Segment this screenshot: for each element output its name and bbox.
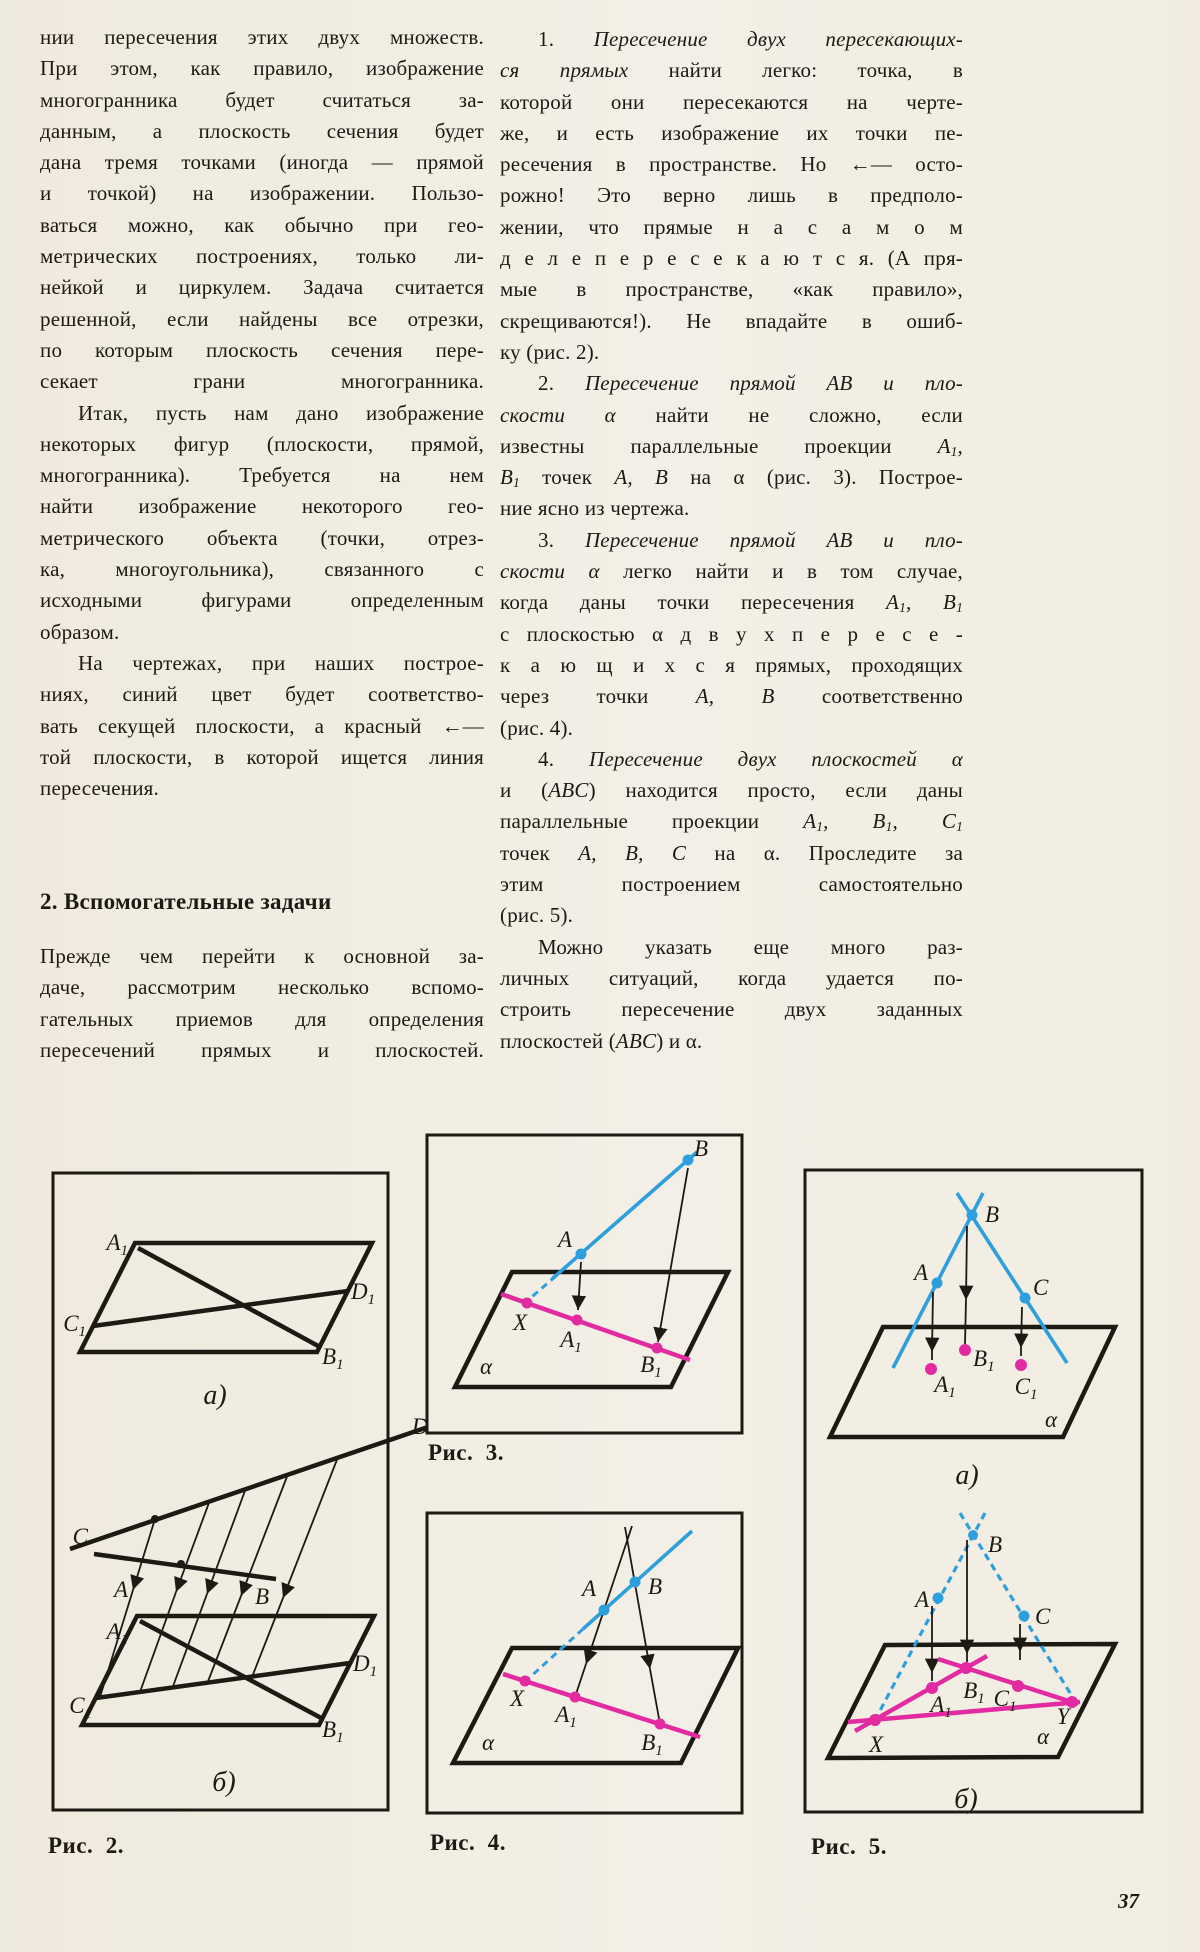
text-line: пересечения.: [40, 776, 159, 801]
figure-2-diagram: [45, 1165, 445, 1825]
text-line: исходными фигурами определенным: [40, 588, 484, 613]
text-line: ку (рис. 2).: [500, 339, 600, 364]
text-line: известны параллельные проекции A1,: [500, 433, 963, 459]
sublabel-a: а): [203, 1380, 227, 1411]
text-line: даче, рассмотрим несколько вспомо-: [40, 975, 484, 1000]
arrow-b-lower: [965, 1300, 966, 1344]
text-line: нии пересечения этих двух множеств.: [40, 25, 484, 49]
label-b1: $B_1$: [322, 1717, 344, 1746]
plane-alpha: [455, 1272, 728, 1387]
label-c: C: [72, 1524, 88, 1549]
text-line: же, и есть изображение их точки пе-: [500, 120, 963, 145]
text-line: когда даны точки пересечения A1, B1: [500, 590, 963, 616]
text-line: и (ABC) находится просто, если даны: [500, 778, 963, 803]
text-line: дана тремя точками (иногда — прямой: [40, 150, 484, 175]
text-line: вать секущей плоскости, а красный ←—: [40, 713, 484, 738]
figure-5a: [830, 1193, 1115, 1491]
label-c1: $C_1$: [63, 1311, 86, 1340]
figure-4-caption: Рис. 4.: [430, 1830, 507, 1855]
text-line: строить пересечение двух заданных: [500, 997, 963, 1022]
text-line: гательных приемов для определения: [40, 1006, 484, 1031]
sublabel-a: а): [955, 1460, 979, 1491]
label-alpha: α: [479, 1354, 493, 1379]
text-line: рожно! Это верно лишь в предполо-: [500, 183, 963, 208]
text-line: пересечений прямых и плоскостей.: [40, 1037, 484, 1062]
line-through-b-lower: [650, 1669, 660, 1724]
label-b: B: [988, 1532, 1003, 1557]
point-a: [576, 1249, 587, 1260]
label-x: X: [512, 1310, 528, 1335]
label-d1: $D_1$: [353, 1651, 378, 1680]
line-ab-blue-dashed: [528, 1629, 583, 1679]
point-b1: [959, 1344, 971, 1356]
label-b: B: [254, 1584, 270, 1609]
text-line: мые в пространстве, «как правило»,: [500, 277, 963, 302]
label-alpha: α: [1036, 1724, 1050, 1749]
label-a: A: [557, 1227, 572, 1252]
text-line: метрических построениях, только ли-: [40, 244, 484, 269]
text-line: многогранника). Требуется на нем: [40, 463, 484, 488]
label-a: A: [581, 1576, 596, 1601]
point-c1: [1015, 1359, 1027, 1371]
label-alpha: α: [1044, 1407, 1058, 1432]
label-c: C: [1033, 1275, 1049, 1300]
figure-5b: [828, 1513, 1115, 1815]
sublabel-b: б): [212, 1767, 236, 1798]
figure-5-border: [805, 1170, 1142, 1812]
text-line: При этом, как правило, изображение: [40, 56, 484, 81]
point-b1: [655, 1719, 666, 1730]
label-c1: $C_1$: [993, 1686, 1017, 1715]
label-a: A: [113, 1577, 129, 1602]
figure-2a: [63, 1230, 375, 1411]
text-line: с плоскостью α д в у х п е р е с е -: [500, 621, 963, 646]
text-line: (рис. 4).: [500, 715, 574, 740]
text-line: образом.: [40, 619, 120, 644]
sublabel-b: б): [954, 1784, 978, 1815]
figure-3-caption: Рис. 3.: [428, 1440, 505, 1465]
text-line: личных ситуаций, когда удается по-: [500, 965, 963, 990]
text-line: B1 точек A, B на α (рис. 3). Построе-: [500, 465, 963, 491]
plane-alpha: [830, 1327, 1115, 1437]
label-b1: $B_1$: [640, 1352, 662, 1381]
arrow-b-upper: [966, 1226, 967, 1300]
label-x: X: [868, 1732, 884, 1757]
text-line: 1. Пересечение двух пересекающих-: [538, 27, 963, 51]
label-a1: $A_1$: [560, 1327, 582, 1356]
text-line: ваться можно, как обычно при гео-: [40, 212, 484, 237]
text-line: метрического объекта (точки, отрез-: [40, 525, 484, 550]
text-line: к а ю щ и х с я прямых, проходящих: [500, 652, 963, 677]
text-line: нейкой и циркулем. Задача считается: [40, 275, 484, 300]
text-line: 4. Пересечение двух плоскостей α: [538, 746, 963, 771]
page-number: 37: [1118, 1889, 1139, 1913]
text-line: точек A, B, C на α. Проследите за: [500, 840, 963, 865]
label-a1: $A_1$: [934, 1372, 956, 1401]
point-a1: [570, 1692, 581, 1703]
line-c-d: [70, 1427, 428, 1549]
label-b1: $B_1$: [963, 1678, 985, 1707]
arrow-b-to-b1: [658, 1168, 688, 1342]
section-heading: 2. Вспомогательные задачи: [40, 889, 332, 914]
label-b1: $B_1$: [641, 1730, 663, 1759]
text-line: На чертежах, при наших построе-: [78, 650, 484, 675]
label-a: A: [914, 1587, 929, 1612]
text-line: скости α легко найти и в том случае,: [500, 559, 963, 584]
text-line: (рис. 5).: [500, 903, 574, 928]
point-b: [968, 1530, 978, 1540]
label-d1: $D_1$: [351, 1279, 376, 1308]
text-line: данным, а плоскость сечения будет: [40, 118, 484, 143]
arrow-a-upper: [932, 1292, 933, 1352]
text-line: жении, что прямые н а с а м о м: [500, 214, 963, 239]
figure-4-diagram: [419, 1505, 750, 1821]
point-c1: [1012, 1680, 1024, 1692]
point-a1: [572, 1315, 583, 1326]
text-line: ся прямых найти легко: точка, в: [500, 58, 963, 83]
label-x: X: [509, 1686, 525, 1711]
text-line: скрещиваются!). Не впадайте в ошиб-: [500, 308, 963, 333]
text-line: ресечения в пространстве. Но ←— осто-: [500, 152, 963, 177]
text-line: д е л е п е р е с е к а ю т с я. (А пря-: [500, 246, 963, 271]
point-a: [599, 1605, 610, 1616]
text-line: Прежде чем перейти к основной за-: [40, 944, 484, 968]
point-b: [967, 1210, 978, 1221]
text-line: параллельные проекции A1, B1, C1: [500, 809, 963, 835]
point-b: [683, 1155, 694, 1166]
label-y: Y: [1056, 1704, 1070, 1729]
point-on-ab: [177, 1560, 185, 1568]
figure-2-caption: Рис. 2.: [48, 1833, 125, 1858]
label-d: D: [411, 1414, 429, 1439]
text-line: Итак, пусть нам дано изображение: [78, 400, 484, 425]
point-c: [1020, 1293, 1031, 1304]
label-a1: $A_1$: [555, 1702, 577, 1731]
label-a1: $A_1$: [106, 1230, 128, 1259]
label-b1: $B_1$: [322, 1344, 344, 1373]
point-b: [630, 1577, 641, 1588]
point-x: [520, 1676, 531, 1687]
line-c1-d1: [96, 1663, 350, 1698]
label-b: B: [694, 1136, 709, 1161]
label-a: A: [913, 1260, 928, 1285]
point-c: [1019, 1611, 1030, 1622]
text-line: решенной, если найдены все отрезки,: [40, 306, 484, 331]
figure-4-border: [427, 1513, 742, 1813]
figure-5-caption: Рис. 5.: [811, 1834, 888, 1859]
figure-3-diagram: [419, 1127, 750, 1441]
text-line: той плоскости, в которой ищется линия: [40, 744, 484, 769]
label-a1: $A_1$: [930, 1692, 952, 1721]
line-bc-blue-dashed: [960, 1513, 1078, 1706]
text-line: по которым плоскость сечения пере-: [40, 337, 484, 362]
text-line: и точкой) на изображении. Пользо-: [40, 181, 484, 206]
label-c: C: [1035, 1604, 1051, 1629]
text-line: 3. Пересечение прямой AB и пло-: [538, 527, 963, 552]
text-line: некоторых фигур (плоскости, прямой,: [40, 431, 484, 456]
text-line: многогранника будет считаться за-: [40, 87, 484, 112]
point-b1: [960, 1662, 972, 1674]
line-ab-blue-dashed: [527, 1276, 556, 1301]
arrow-a-to-a1: [578, 1262, 581, 1310]
text-line: секает грани многогранника.: [40, 369, 484, 394]
right-column: [500, 24, 963, 1057]
figure-2-border: [53, 1173, 388, 1810]
text-line: ние ясно из чертежа.: [500, 496, 690, 521]
text-line: ка, многоугольника), связанного с: [40, 557, 484, 582]
text-line: ниях, синий цвет будет соответство-: [40, 682, 484, 707]
label-a1: $A_1$: [106, 1619, 128, 1648]
arrow-c-upper: [1021, 1307, 1022, 1348]
figure-2b: [69, 1414, 429, 1798]
point-x: [522, 1298, 533, 1309]
figure-5-diagram: [797, 1162, 1150, 1820]
text-line: Можно указать еще много раз-: [538, 934, 963, 959]
label-c1: $C_1$: [69, 1693, 92, 1722]
left-column: [40, 22, 484, 804]
label-b: B: [985, 1202, 1000, 1227]
line-ab-blue: [552, 1152, 697, 1279]
label-c1: $C_1$: [1014, 1374, 1038, 1403]
point-x: [869, 1714, 881, 1726]
text-line: через точки A, B соответственно: [500, 684, 963, 709]
left-paragraph-block-2: [40, 941, 484, 1066]
point-a: [932, 1278, 943, 1289]
point-a: [933, 1593, 944, 1604]
label-alpha: α: [481, 1730, 495, 1755]
label-b1: $B_1$: [973, 1346, 995, 1375]
text-line: которой они пересекаются на черте-: [500, 89, 963, 114]
text-line: скости α найти не сложно, если: [500, 402, 963, 427]
text-line: этим построением самостоятельно: [500, 872, 963, 897]
text-line: 2. Пересечение прямой AB и пло-: [538, 371, 963, 396]
line-c1-d1: [93, 1291, 348, 1326]
label-b: B: [648, 1574, 663, 1599]
text-line: плоскостей (ABC) и α.: [500, 1028, 703, 1053]
text-line: найти изображение некоторого гео-: [40, 494, 484, 519]
left-paragraph-block-1: [40, 22, 484, 804]
trace-line-magenta: [503, 1674, 700, 1737]
